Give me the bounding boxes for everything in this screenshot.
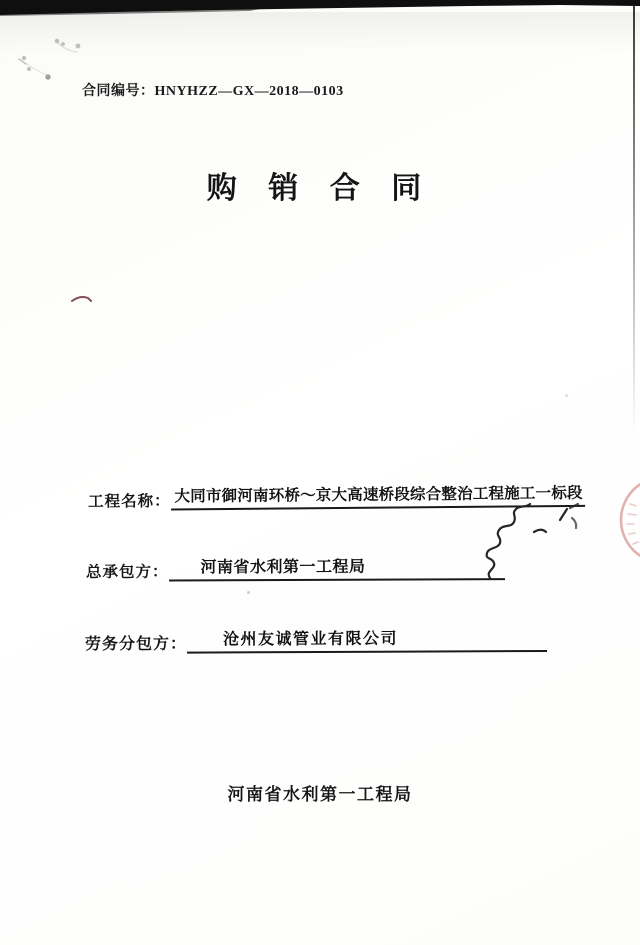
scan-speck	[247, 591, 250, 594]
official-stamp	[616, 474, 640, 570]
labor-subcontractor-label: 劳务分包方：	[84, 635, 188, 654]
contract-number-value: HNYHZZ—GX—2018—0103	[154, 84, 344, 99]
footer-organization: 河南省水利第一工程局	[227, 785, 413, 804]
pen-checkmark	[68, 290, 98, 308]
field-row-labor-subcontractor	[85, 627, 547, 654]
contract-number-label: 合同编号：	[82, 84, 155, 99]
field-row-general-contractor	[86, 555, 505, 582]
project-name-value: 大同市御河南环桥～京大高速桥段综合整治工程施工一标段	[170, 483, 584, 511]
contract-number-line	[82, 80, 344, 100]
scan-speck	[565, 394, 568, 397]
handwritten-signature	[472, 498, 584, 590]
scan-artifact-right-edge	[633, 5, 635, 435]
document-title: 购 销 合 同	[206, 172, 434, 205]
general-contractor-value: 河南省水利第一工程局	[168, 555, 504, 582]
labor-subcontractor-value: 沧州友诚管业有限公司	[187, 627, 547, 654]
general-contractor-label: 总承包方：	[85, 563, 169, 582]
project-name-label: 工程名称：	[87, 492, 171, 511]
